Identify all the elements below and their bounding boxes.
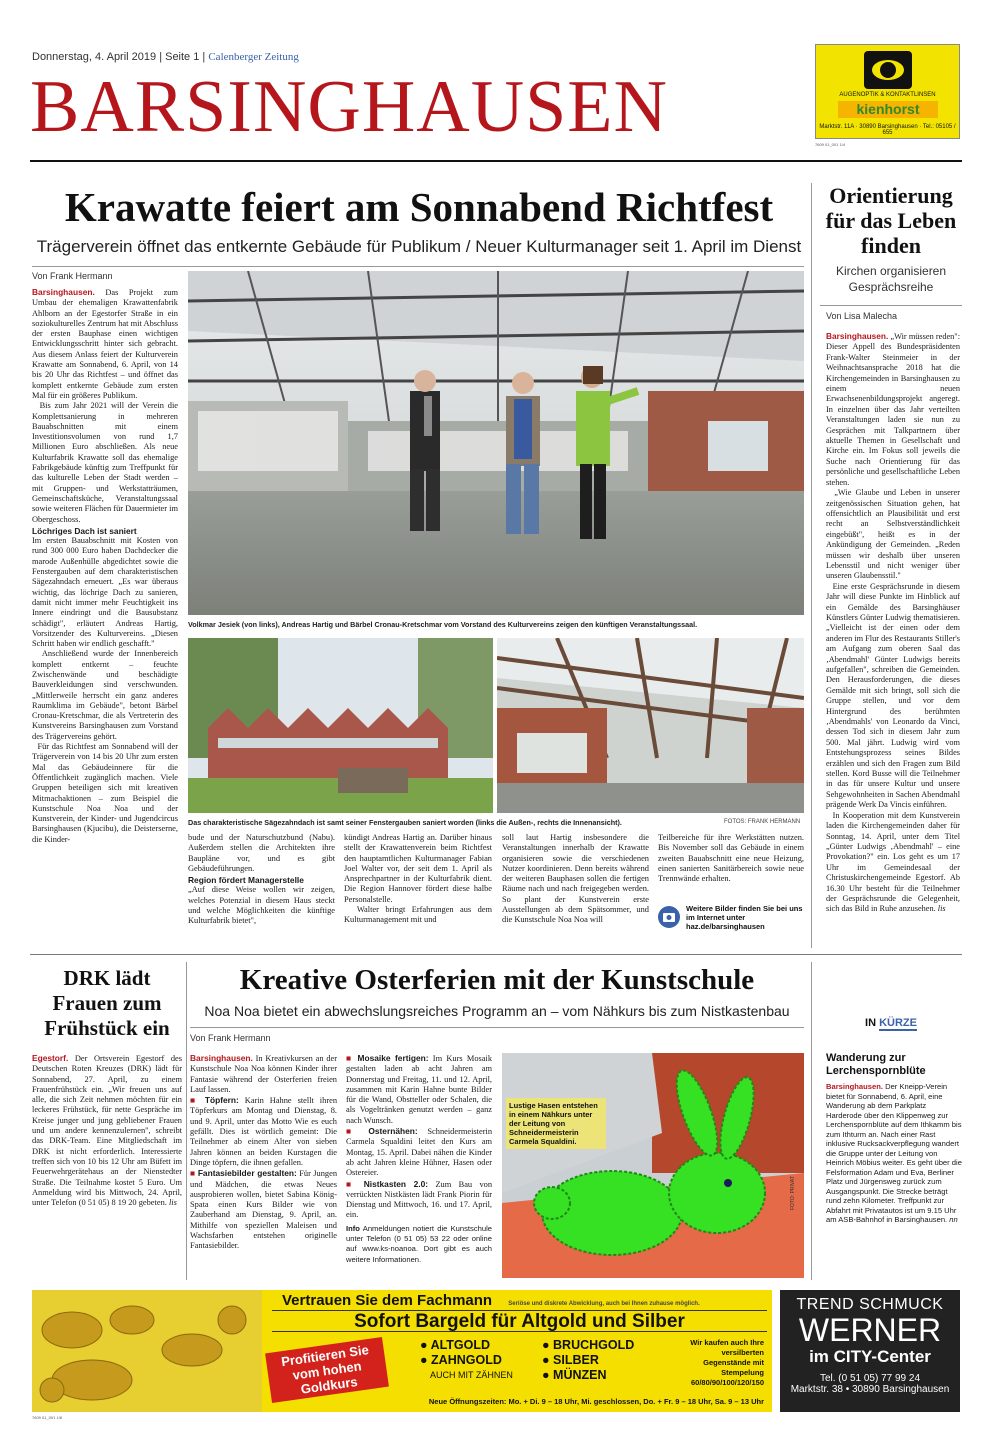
bullet-icon: ■ [346,1054,354,1063]
bunny-caption: Lustige Hasen entstehen in einem Nähkurs unter der Leitung von Schneidermeisterin Carmela Squaldini. [506,1098,606,1149]
location: Barsinghausen. [826,331,889,341]
bullet-icon: ■ [190,1169,196,1179]
web-teaser-text [686,904,804,931]
paragraph: Teilbereiche für ihre Werkstätten nutzen. Bis November soll das Gebäude in einem zweiten Bauabschnitt eine neue Heizung, einen sanierten Sanitärbereich sowie neue Trennwände erhalten. [658,833,804,884]
gold-image [32,1290,262,1412]
signature: lis [937,904,946,914]
side-divider [820,305,962,306]
photo-credit: FOTOS: FRANK HERMANN [724,819,801,825]
photo-skylight [497,638,804,813]
paragraph: Der Kneipp-Verein bietet für Sonnabend, 6. April, eine Wanderung ab dem Parkplatz Harderode über den Klippenweg zur Lerchenspornblüte auf dem Ithkamm bis zum Ithturm an. Nach einer Rast inklusive Rucksackverpflegung wandert die Gruppe unter der Leitung von Heinrich Möbius weiter. Es geht über die Felsformation Adam und Eva, Berliner Platz und Jürgensweg zurück zum Ausgangspunkt. Die Strecke beträgt rund zehn Kilometer. Treffpunkt zur Abfahrt mit Privatautos ist um 9.15 Uhr am ASB-Bahnhof in Barsinghausen. [826,1082,962,1224]
lead-subheadline: Trägerverein öffnet das entkernte Gebäude für Publikum / Neuer Kulturmanager seit 1. April im Dienst [36,237,802,256]
werner-address: Marktstr. 38 • 30890 Barsinghausen [790,1384,950,1395]
camera-icon [658,906,680,928]
gold-ad[interactable] [32,1290,772,1412]
lead-column-3 [344,833,492,943]
paragraph: Schneidermeisterin Carmela Squaldini leitet den Kurs am Montag, 15. April. Dabei nähen die Kinder ab acht Jahren kleine Hühner, Hasen oder Ostereier. [346,1127,492,1178]
bunny-credit: FOTO: PRIVAT [790,1176,796,1210]
ad-code: 7609 01_001 1/8 [32,1415,63,1420]
werner-ad[interactable] [780,1290,960,1412]
paragraph: Anschließend wurde der Innenbereich komplett entkernt – feuchte Zwischenwände und beschädigte Bauverkleidungen sind verschwunden. „Mittlerweile herrscht ein ganz anderes Raumklima im Gebäude", betont Bärbel Cronau-Kretschmar, die als Vertreterin des Kunstvereins Barsinghausen zum Vorstand des Trägervereins gehört. [32,649,178,741]
ad-items-a: ● ALTGOLD ● ZAHNGOLD AUCH MIT ZÄHNEN [420,1338,513,1383]
dateline-text: Donnerstag, 4. April 2019 | Seite 1 | [32,51,206,63]
paragraph: bude und der Naturschutzbund (Nabu). Außerdem stellen die Architekten ihre Baupläne vor, und es gibt Gebäudeführungen. [188,833,335,873]
side-headline: Orientierung für das Leben finden [825,183,957,258]
werner-brand2: WERNER [798,1312,942,1348]
paragraph: Eine erste Gesprächsrunde in diesem Jahr will diese Punkte im Hinblick auf ein Gemälde des Barsinghäuser Künstlers Günter Ludwig thematisieren. „Vielleicht ist der einen oder dem anderen im Flur des Restaurants Stiller's am Aufgang zum oberen Saal das ‚Abendmahl' Günter Ludwigs bereits aufgefallen", schreiben die Gemeinden. Den Herausforderungen, die dieses Gemälde mit sich bringt, soll sich die Gruppe stellen, und vor dem Hintergrund des berühmten ‚Abendmahls' von Leonardo da Vinci, dessen Tod sich in diesem Jahr zum 500. Mal jährt. Ludwig wird vom Entstehungsprozess seines Bildes erzählen und sich den Fragen zum Bild stellen. Kord Busse will die Teilnehmer in das für unsere Kultur und unsere Sehgewohnheiten in Sachen Abendmahl prägende Werk Da Vincis einführen. [826,581,960,810]
photo-exterior-svg [188,638,493,813]
info-label: Info [346,1223,360,1233]
lead-byline: Von Frank Hermann [32,271,113,281]
side-column [826,331,960,946]
side-subheadline: Kirchen organisieren Gesprächsreihe [835,264,947,294]
paragraph: kündigt Andreas Hartig an. Darüber hinaus stellt der Krawattenverein beim Richtfest den hauptamtlichen Kulturmanager Fabian Joel Walter vor, der seit dem 1. April als Ansprechpartner in der Kulturfabrik dient. Die Region Hannover fördert diese halbe Personalstelle. [344,833,492,904]
kreativ-subheadline: Noa Noa bietet ein abwechslungsreiches Programm an – vom Nähkurs bis zum Nistkastenbau [204,1003,790,1019]
bullet-icon: ■ [346,1179,357,1189]
lead-divider [32,266,804,267]
lead-column-5 [658,833,804,897]
optician-ad[interactable] [815,44,960,139]
signature: nn [949,1215,958,1224]
kreativ-column-1 [190,1053,337,1278]
photo-hall-interior [188,271,804,615]
bullet-title: Mosaike fertigen: [357,1053,429,1063]
paragraph: Für das Richtfest am Sonnabend will der Trägerverein von 14 bis 20 Uhr zum ersten Mal das Gebäudeinnere für die Öffentlichkeit zugänglich machen. Viele Gruppen beteiligen sich mit kreativen Mitmachaktionen – zum Beispiel die Kunstschule Noa Noa und der Kunstverein, der Kinder- und Jugendcircus Barsinghausen (Kjucibu), die Deisterserne, die Kinder- [32,742,178,844]
paragraph: Im Kurs Mosaik gestalten laden ab acht Jahren am Donnerstag und Freitag, 11. und 12. April, zusammen mit Karin Hahne bunte Bilder für die Wand, Obstteller oder Schalen, die als Vogeltränken genutzt werden – ganz nach Wunsch. [346,1054,492,1125]
column-divider [811,962,812,1280]
ad-item: MÜNZEN [553,1368,607,1382]
paragraph: „Wie Glaube und Leben in unserer zeitgenössischen Situation gehen, hat offensichtlich an Plausibilität und erst recht an Selbstverständlichkeit eingebüßt", heißt es in der Ankündigung der Gemeinden. „Reden müssen wir deshalb über unseren Lebensstil und nicht weniger über unseren Glaubensstil." [826,488,960,581]
lead-headline: Krawatte feiert am Sonnabend Richtfest [64,184,774,230]
location: Egestorf. [32,1053,69,1063]
photo-hall-svg [188,271,804,615]
ad-item: SILBER [553,1353,599,1367]
ad-item: BRUCHGOLD [553,1338,635,1352]
in-kurze-label [818,1017,964,1029]
kreativ-headline: Kreative Osterferien mit der Kunstschule [239,964,755,996]
subhead: Löchriges Dach ist saniert [32,525,137,536]
lead-column-4 [502,833,649,943]
ad-badge: Profitieren Sie vom hohen Goldkurs [265,1337,389,1403]
ad-hours: Neue Öffnungszeiten: Mo. + Di. 9 – 18 Uhr, Mi. geschlossen, Do. + Fr. 9 – 18 Uhr, Sa. 9 – 13 Uhr [428,1397,764,1406]
web-teaser-title: Weitere Bilder finden Sie bei uns im Internet unter [686,904,803,922]
werner-brand3: im CITY-Center [809,1347,931,1366]
location: Barsinghausen. [32,287,95,297]
paragraph: Der Ortsverein Egestorf des Deutschen Roten Kreuzes (DRK) lädt für Sonnabend, 27. April, zu einem Frauenfrühstück ein. „Wir freuen uns auf alle, die sich Zeit nehmen möchten für ein leckeres Frühstück, für nette Gespräche im Kreise junger und jung gebliebener Frauen und um andere kennenzulernen", schreibt das DRK-Team. Eine Mitgliedschaft im DRK ist nicht erforderlich. Interessierte treffen sich von 10 bis 12 Uhr am Büfett im Feuerwehrgerätehaus an der Nienstedter Straße. Die Teilnahme kostet 5 Euro. Um Anmeldung wird bis Mittwoch, 24. April, unter Telefon (0 51 05) 8 19 20 gebeten. [32,1054,182,1208]
photo2-caption: Das charakteristische Sägezahndach ist samt seiner Fenstergauben saniert worden (links die Außen-, rechts die Innenansicht). [188,818,622,827]
paragraph: In Kreativkursen an der Kunstschule Noa Noa können Kinder ihrer Fantasie während der Osterferien freien Lauf lassen. [190,1054,337,1094]
bullet-title: Nistkasten 2.0: [363,1178,429,1189]
werner-tel: Tel. (0 51 05) 77 99 24 [819,1373,921,1384]
header-rule [30,160,962,162]
column-divider [811,183,812,948]
location: Barsinghausen. [190,1053,253,1063]
kreativ-column-2 [346,1053,492,1278]
paragraph: „Auf diese Weise wollen wir zeigen, welches Potenzial in diesem Haus steckt und welche Möglichkeiten die künftige Kulturfabrik bietet", [188,885,335,926]
bullet-title: Töpfern: [204,1095,239,1106]
side-byline: Von Lisa Malecha [826,311,898,321]
paragraph: Im ersten Bauabschnitt mit Kosten von rund 300 000 Euro haben Dachdecker die marode Außenhülle abgedichtet sowie die Fenstergauben auf dem charakteristischen Sägezahndach erneuert. „Es war überaus wichtig, das löchrige Dach zu sanieren, damit nicht immer mehr Feuchtigkeit ins Innere eindringt und die Bausubstanz schädigt", erläutert Andreas Hartig, Vorsitzender des Kulturvereins. „Diesen Schritt haben wir endlich geschafft." [32,536,178,649]
optician-line: AUGENOPTIK & KONTAKTLINSEN [839,92,936,98]
ad-right-note: Wir kaufen auch Ihre versilberten Gegenstände mit Stempelung 60/80/90/100/120/150 [690,1338,764,1387]
bullet-title: Osternähen: [368,1126,418,1137]
photo-bunny-svg [502,1053,804,1278]
dateline [32,51,299,63]
paragraph: Für Jungen und Mädchen, die etwas Neues ausprobieren wollen, bietet Sabina König-Spata einen Kurs Bilder wie von Zauberhand am Dienstag, 9. April, an. Mithilfe von speziellen Maleisen und Wachsfarben entstehen originelle Fantasiebilder. [190,1169,337,1251]
paragraph: In Kooperation mit dem Kunstverein laden die Kirchengemeinden daher für Sonntag, 14. April, unter dem Titel „Günter Ludwigs ‚Abendmahl' – eine Provokation?" ein. Los geht es um 17 Uhr im Gemeindesaal der Christuskirchengemeinde Egestorf. Ab 16.30 Uhr besteht für die Teilnehmer der Gesprächsrunde die Gelegenheit, sich das Bild in Ruhe anzusehen. [826,810,960,914]
location: Barsinghausen. [826,1082,883,1091]
in-label: IN [865,1017,877,1029]
ad-line2: Sofort Bargeld für Altgold und Silber [272,1310,767,1332]
paragraph: „Wir müssen reden": Dieser Appell des Bundespräsidenten Frank-Walter Steinmeier in der Weihnachtsansprache 2018 hat die Kirchengemeinden in Barsinghausen zu einem neuen Erwachsenenbildungsprojekt angeregt. In einzelnen über das Jahr verteilten Veranstaltungen laden sie nun zu Gesprächen mit Talkpartnern über aktuelle Themen in Gesellschaft und Kirche ein. Im Fokus soll jeweils die Suche nach Orientierung für das persönliche und gesellschaftliche Leben stehen. [826,332,960,487]
ad-item: ZAHNGOLD [431,1353,502,1367]
bullet-icon: ■ [346,1127,359,1137]
ad-item-note: AUCH MIT ZÄHNEN [430,1370,513,1380]
bullet-icon: ■ [190,1096,199,1106]
bullet-title: Fantasiebilder gestalten: [197,1168,297,1179]
ad-items-b: ● BRUCHGOLD ● SILBER ● MÜNZEN [542,1338,635,1382]
ad-line1: Vertrauen Sie dem Fachmann [282,1292,493,1309]
paragraph: Walter bringt Erfahrungen aus dem Kulturmanagement mit und [344,905,492,925]
kreativ-byline: Von Frank Hermann [190,1033,271,1043]
lead-column-1 [32,287,178,912]
kurze-headline: Wanderung zur Lerchenspornblüte [826,1052,926,1077]
info-text: Anmeldungen notiert die Kunstschule unter Telefon (0 51 05) 53 22 oder online auf www.ks-noanoa. Dort gibt es auch weitere Informationen. [346,1223,492,1264]
photo1-caption: Volkmar Jesiek (von links), Andreas Hartig und Bärbel Cronau-Kretschmar vom Vorstand des Kulturvereins zeigen den künftigen Veranstaltungssaal. [188,620,698,629]
paragraph: Bis zum Jahr 2021 will der Verein die Komplettsanierung in mehreren Bauabschnitten mit einem Investitionsvolumen von rund 1,7 Millionen Euro abschließen. Als neue Kulturfabrik Krawatte soll das ehemalige Fabrikgebäude künftig zum Treffpunkt für das kulturelle Leben der Stadt werden – mit Gruppen- und Werkstatträumen, Gemeinschaftsküche, Veranstaltungssaal sowie weiteren Flächen für Dauermieter im Obergeschoss. [32,401,178,524]
ad-line1b: Seriöse und diskrete Abwicklung, auch bei Ihnen zuhause möglich. [508,1301,700,1307]
paragraph: Das Projekt zum Umbau der ehemaligen Krawattenfabrik Ahlborn an der Egestorfer Straße in ein soziokulturelles Zentrum hat mit Abschluss der ersten Bauphase einen wichtigen Entwicklungsschritt hinter sich gebracht. Aus diesem Anlass feiert der Kulturverein Krawatte am Sonnabend, 6. April, von 14 bis 20 Uhr das Richtfest – und öffnet das komplett entkernte Gebäude zum ersten Mal für ein größeres Publikum. [32,288,178,400]
masthead: BARSINGHAUSEN [30,66,668,148]
drk-column [32,1053,182,1278]
kreativ-divider [190,1027,804,1028]
werner-brand1: TREND SCHMUCK [796,1296,944,1313]
optician-address: Marktstr. 11A · 30890 Barsinghausen · Tel.: 05105 / 655 [819,124,956,136]
optician-brand: kienhorst [838,101,938,118]
subhead: Region fördert Managerstelle [188,875,304,886]
ad-item: ALTGOLD [430,1338,491,1352]
paragraph: Karin Hahne stellt ihren Töpferkurs am Montag und Dienstag, 8. und 9. April, unter das Motto Wie es euch gefällt. Dies ist wörtlich gemeint: Die Teilnehmer ab einem Alter von sieben Jahren können an beiden Kurstagen die Dinge töpfern, die ihnen gefallen. [190,1096,337,1167]
column-divider [186,962,187,1280]
kurze-column [826,1082,962,1278]
photo-exterior [188,638,493,813]
photo-skylight-svg [497,638,804,813]
paper-name: Calenberger Zeitung [208,51,299,63]
section-rule [30,954,962,955]
signature: lis [168,1198,177,1208]
ad-line1-wrap [262,1292,767,1309]
paragraph: soll laut Hartig insbesondere die Veranstaltungen innerhalb der Krawatte organisieren sowie die verschiedenen Nutzer koordinieren. Denn bereits während der weiteren Bauphasen sollen die fertigen Räume nach und nach freigegeben werden. So plant der Kunstverein erste Ausstellungen ab dem Spätsommer, und die Kunstschule Noa Noa will [502,833,649,925]
drk-headline: DRK lädt Frauen zum Frühstück ein [44,966,170,1040]
web-teaser[interactable] [658,904,804,944]
pupil-icon [880,62,896,78]
paragraph: Zum Bau von verrückten Nistkästen lädt Frank Piorin für Dienstag und Mittwoch, 16. und 17. April, ein. [346,1179,492,1220]
lead-column-2 [188,833,335,943]
kurze-label: KÜRZE [879,1017,917,1029]
web-teaser-url[interactable]: haz.de/barsinghausen [686,922,765,931]
photo-bunny [502,1053,804,1278]
ad-code: 7609 01_001 1/4 [815,142,846,147]
